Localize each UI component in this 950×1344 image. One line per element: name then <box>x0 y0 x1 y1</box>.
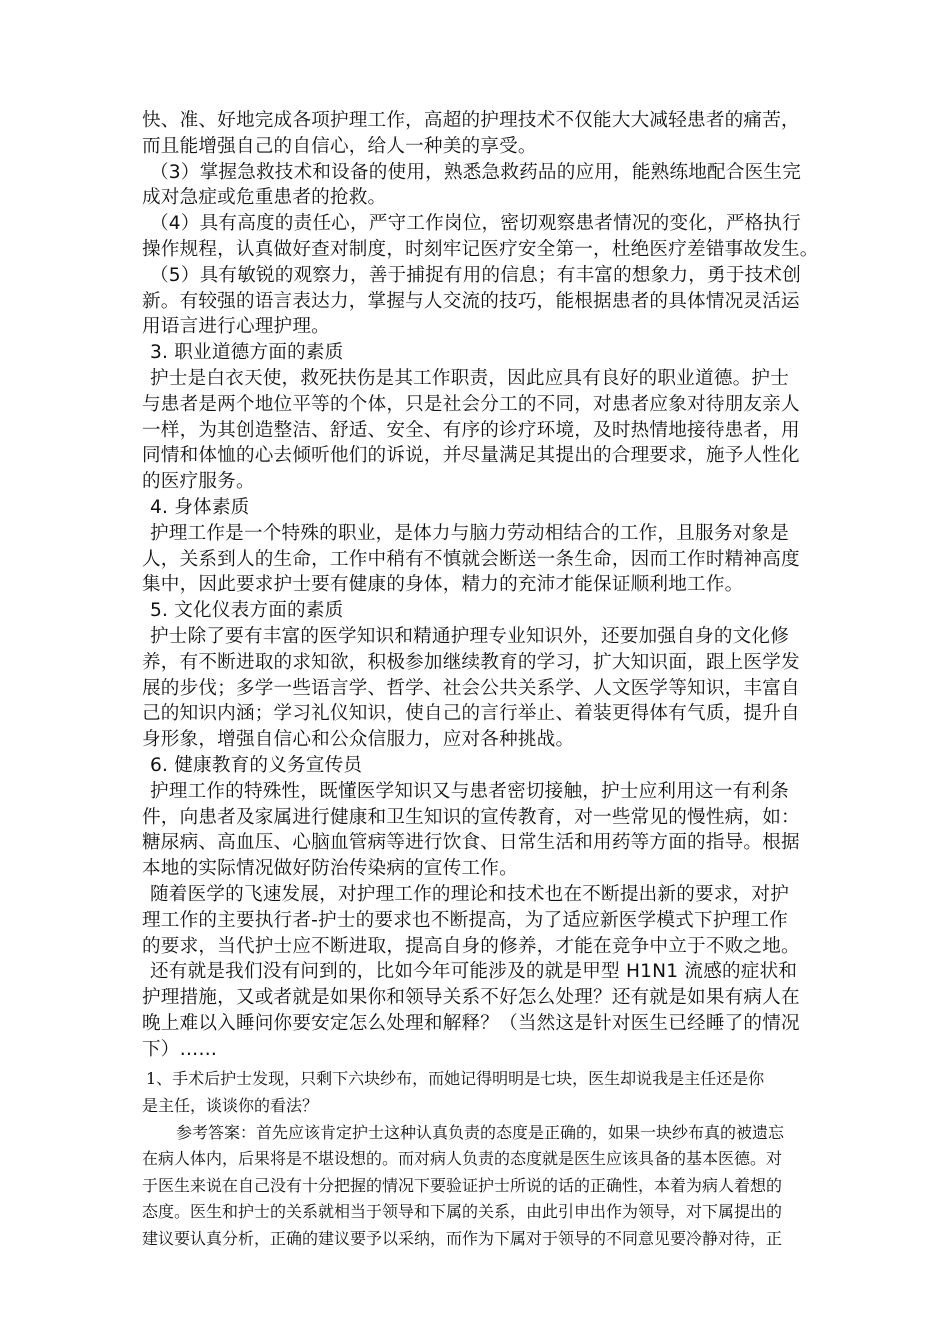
text-line: 的要求，当代护士应不断进取，提高自身的修养，才能在竞争中立于不败之地。 <box>142 935 800 957</box>
text-line: 晚上难以入睡问你要安定怎么处理和解释？（当然这是针对医生已经睡了的情况 <box>142 1012 800 1034</box>
section-heading: 3. 职业道德方面的素质 <box>150 342 344 364</box>
text-line: 人，关系到人的生命，工作中稍有不慎就会断送一条生命，因而工作时精神高度 <box>142 548 800 570</box>
text-line: 快、准、好地完成各项护理工作，高超的护理技术不仅能大大减轻患者的痛苦， <box>142 110 800 131</box>
text-line: 护理措施，又或者就是如果你和领导关系不好怎么处理？还有就是如果有病人在 <box>142 987 800 1009</box>
section-heading: 5. 文化仪表方面的素质 <box>150 600 344 622</box>
document-page <box>142 108 819 1253</box>
text-line: 操作规程，认真做好查对制度，时刻牢记医疗安全第一，杜绝医疗差错事故发生。 <box>142 238 819 260</box>
answer-line: 建议要认真分析，正确的建议要予以采纳，而作为下属对于领导的不同意见要冷静对待，正 <box>142 1229 783 1249</box>
text-line: 护士除了要有丰富的医学知识和精通护理专业知识外，还要加强自身的文化修 <box>150 625 789 647</box>
text-line: （3）掌握急救技术和设备的使用，熟悉急救药品的应用，能熟练地配合医生完 <box>150 161 802 183</box>
text-line: 己的知识内涵；学习礼仪知识，使自己的言行举止、着装更得体有气质，提升自 <box>142 703 800 725</box>
text-line: 护士是白衣天使，救死扶伤是其工作职责，因此应具有良好的职业道德。护士 <box>150 367 789 389</box>
text-line: 新。有较强的语言表达力，掌握与人交流的技巧，能根据患者的具体情况灵活运 <box>142 290 800 312</box>
text-line: 一样，为其创造整洁、舒适、安全、有序的诊疗环境，及时热情地接待患者，用 <box>142 419 800 441</box>
text-line: 成对急症或危重患者的抢救。 <box>142 187 387 209</box>
text-line: 理工作的主要执行者-护士的要求也不断提高，为了适应新医学模式下护理工作 <box>142 909 788 931</box>
answer-line: 态度。医生和护士的关系就相当于领导和下属的关系，由此引申出作为领导，对下属提出的 <box>142 1202 783 1222</box>
question-line: 是主任，谈谈你的看法？ <box>142 1096 319 1116</box>
text-line: 而且能增强自己的自信心，给人一种美的享受。 <box>142 135 537 157</box>
text-line: 集中，因此要求护士要有健康的身体，精力的充沛才能保证顺利地工作。 <box>142 574 744 596</box>
text-line: 护理工作的特殊性，既懂医学知识又与患者密切接触，护士应利用这一有利条 <box>150 780 789 802</box>
answer-line: 参考答案：首先应该肯定护士这种认真负责的态度是正确的，如果一块纱布真的被遗忘 <box>176 1122 785 1142</box>
text-line: 件，向患者及家属进行健康和卫生知识的宣传教育，对一些常见的慢性病，如： <box>142 806 800 828</box>
text-line: 展的步伐；多学一些语言学、哲学、社会公共关系学、人文医学等知识，丰富自 <box>142 677 800 699</box>
text-line: 本地的实际情况做好防治传染病的宣传工作。 <box>142 858 518 880</box>
section-heading: 4. 身体素质 <box>150 496 250 518</box>
section-heading: 6. 健康教育的义务宣传员 <box>150 754 363 776</box>
text-line: 用语言进行心理护理。 <box>142 316 330 338</box>
answer-line: 在病人体内，后果将是不堪设想的。而对病人负责的态度就是医生应该具备的基本医德。对 <box>142 1149 783 1169</box>
text-line: 下）…… <box>142 1038 218 1060</box>
text-line: 糖尿病、高血压、心脑血管病等进行饮食、日常生活和用药等方面的指导。根据 <box>142 832 800 854</box>
text-line: 与患者是两个地位平等的个体，只是社会分工的不同，对患者应象对待朋友亲人 <box>142 393 800 415</box>
text-line: 的医疗服务。 <box>142 471 255 493</box>
text-line: （4）具有高度的责任心，严守工作岗位，密切观察患者情况的变化，严格执行 <box>150 213 802 235</box>
text-line: 还有就是我们没有问到的，比如今年可能涉及的就是甲型 H1N1 流感的症状和 <box>150 961 798 983</box>
text-line: （5）具有敏锐的观察力，善于捕捉有用的信息；有丰富的想象力，勇于技术创 <box>150 264 802 286</box>
text-line: 养，有不断进取的求知欲，积极参加继续教育的学习，扩大知识面，跟上医学发 <box>142 651 800 673</box>
text-line: 同情和体恤的心去倾听他们的诉说，并尽量满足其提出的合理要求，施予人性化 <box>142 445 800 467</box>
question-line: 1、手术后护士发现，只剩下六块纱布，而她记得明明是七块，医生却说我是主任还是你 <box>146 1069 765 1089</box>
text-line: 身形象，增强自信心和公众信服力，应对各种挑战。 <box>142 729 575 751</box>
text-line: 护理工作是一个特殊的职业，是体力与脑力劳动相结合的工作，且服务对象是 <box>150 522 789 544</box>
text-line: 随着医学的飞速发展，对护理工作的理论和技术也在不断提出新的要求，对护 <box>150 883 789 905</box>
answer-line: 于医生来说在自己没有十分把握的情况下要验证护士所说的话的正确性，本着为病人着想的 <box>142 1175 783 1195</box>
